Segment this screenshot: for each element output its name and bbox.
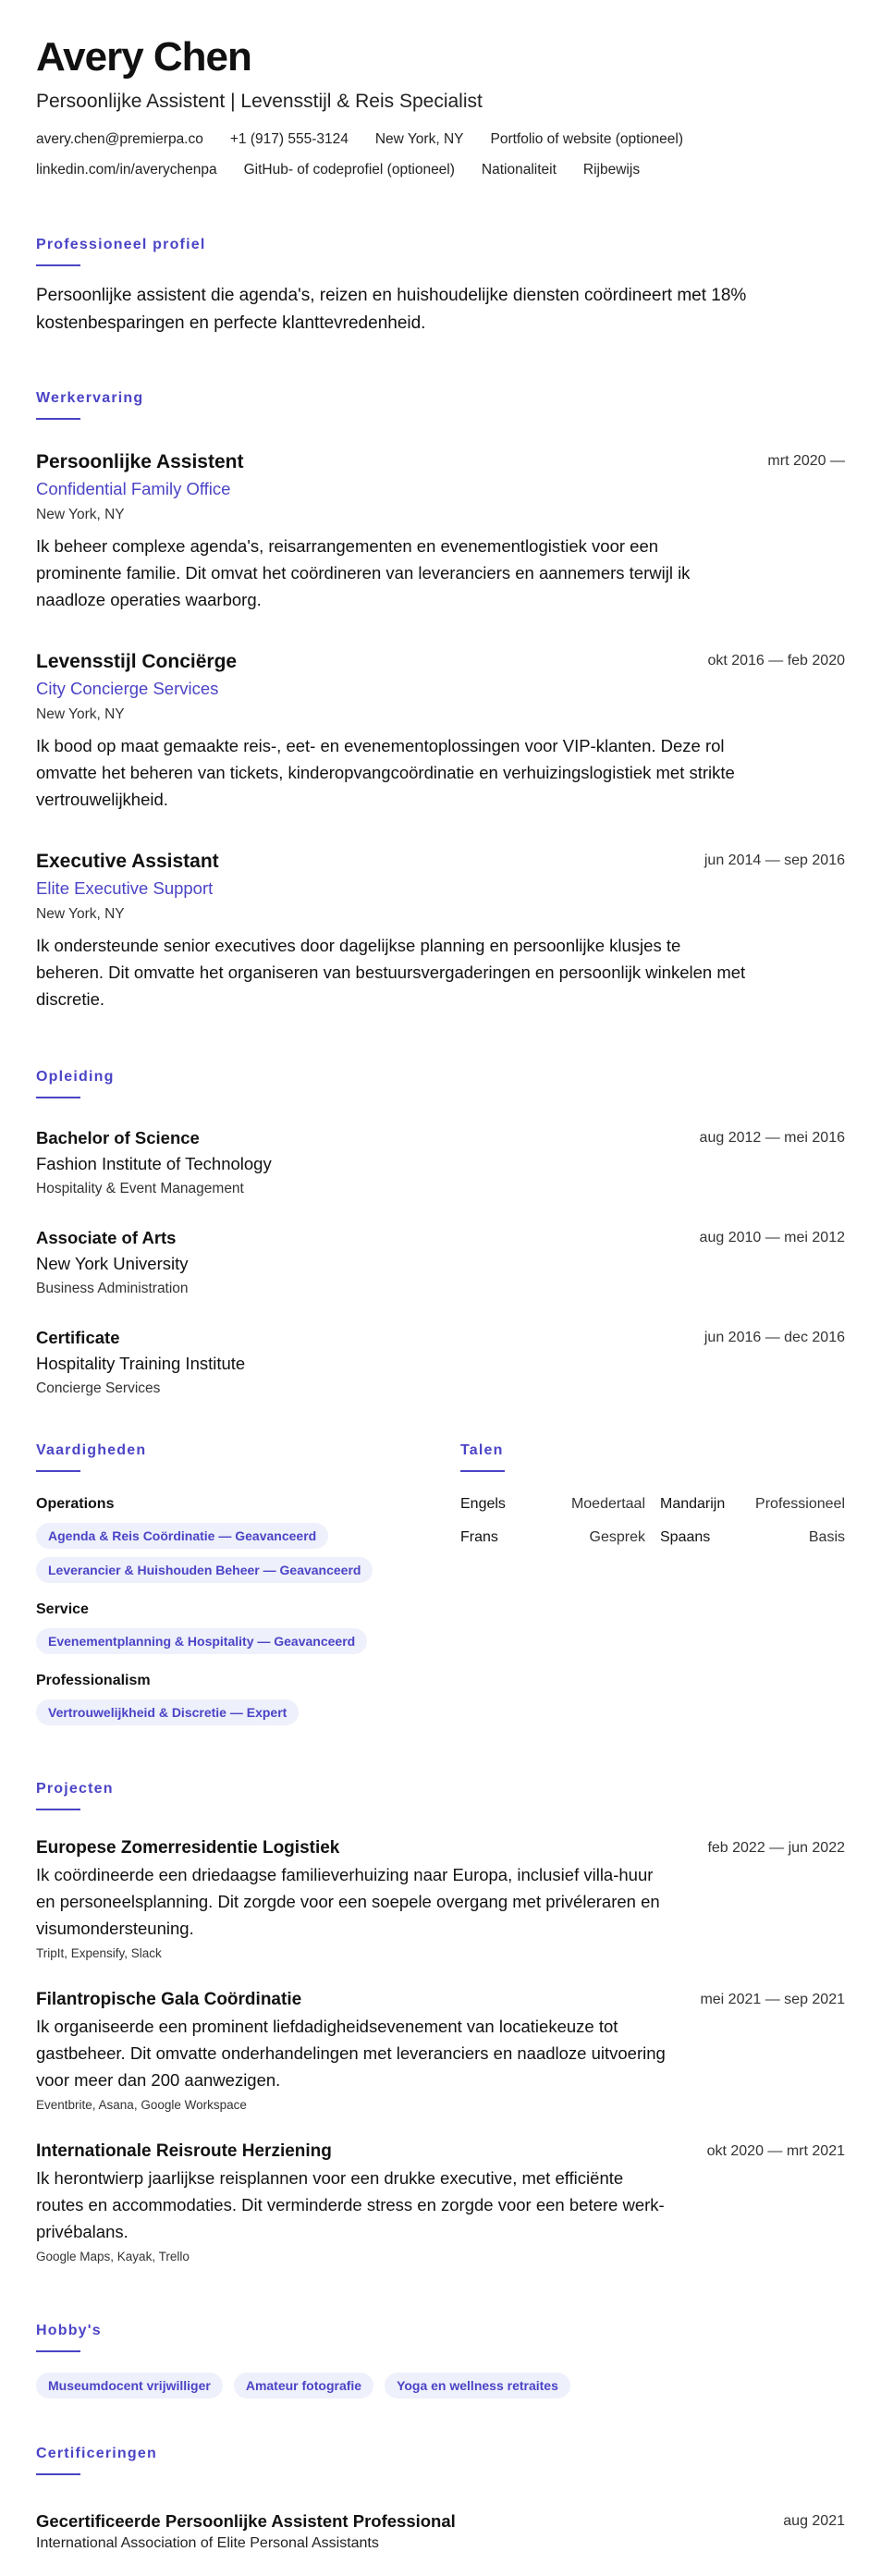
project-tools: TripIt, Expensify, Slack bbox=[36, 1946, 162, 1960]
skill-chip: Agenda & Reis Coördinatie — Geavanceerd bbox=[36, 1523, 328, 1549]
experience-heading: Werkervaring bbox=[36, 390, 144, 406]
job-description: Ik ondersteunde senior executives door dagelijkse planning en persoonlijke klusjes te beheren. Dit omvatte het organiseren van bestuursvergaderingen en persoonlijk winkelen met discretie. bbox=[36, 936, 746, 1009]
skills-languages-section bbox=[36, 1441, 845, 1736]
projects-heading: Projecten bbox=[36, 1781, 114, 1797]
job-entry bbox=[36, 849, 845, 1012]
profile-summary: Persoonlijke assistent die agenda's, reizen en huishoudelijke diensten coördineert met 18% kostenbesparingen en perfecte klanttevredenheid. bbox=[36, 286, 747, 333]
job-company: Confidential Family Office bbox=[36, 479, 231, 498]
job-dates: jun 2014 — sep 2016 bbox=[704, 853, 845, 868]
project-dates: feb 2022 — jun 2022 bbox=[707, 1840, 845, 1856]
project-entry bbox=[36, 2140, 845, 2266]
language-level: Basis bbox=[808, 1529, 845, 1545]
section-rule bbox=[36, 2473, 80, 2475]
edu-degree: Bachelor of Science bbox=[36, 1128, 200, 1147]
skills-column bbox=[36, 1441, 434, 1725]
project-dates: mei 2021 — sep 2021 bbox=[700, 1992, 845, 2007]
project-title: Internationale Reisroute Herziening bbox=[36, 2141, 332, 2161]
experience-section bbox=[36, 388, 845, 420]
section-rule bbox=[36, 418, 80, 420]
language-name: Frans bbox=[460, 1529, 498, 1545]
certification-entry bbox=[36, 2509, 845, 2554]
contact-linkedin[interactable]: linkedin.com/in/averychenpa bbox=[36, 162, 217, 178]
language-item bbox=[660, 1527, 845, 1548]
project-title: Filantropische Gala Coördinatie bbox=[36, 1990, 302, 2009]
section-rule bbox=[36, 2350, 80, 2352]
job-description: Ik bood op maat gemaakte reis-, eet- en evenementoplossingen voor VIP-klanten. Deze rol omvatte het beheren van tickets, kinderopvangcoördinatie en verhuizingslogistiek met strikte vertrouwelijkheid. bbox=[36, 736, 735, 809]
skill-chips bbox=[36, 1515, 434, 1583]
education-entry bbox=[36, 1226, 845, 1299]
language-name: Spaans bbox=[660, 1529, 711, 1545]
skill-category: Operations bbox=[36, 1496, 115, 1512]
job-title: Executive Assistant bbox=[36, 851, 219, 872]
profile-section bbox=[36, 235, 845, 337]
profile-heading: Professioneel profiel bbox=[36, 237, 206, 252]
job-dates: mrt 2020 — bbox=[767, 453, 845, 469]
job-description: Ik beheer complexe agenda's, reisarrangementen en evenementlogistiek voor een prominente familie. Dit omvat het coördineren van leveranciers en aannemers terwijl ik naadloze operaties waarborg. bbox=[36, 536, 691, 609]
candidate-name: Avery Chen bbox=[36, 34, 251, 80]
cert-title: Gecertificeerde Persoonlijke Assistent Professional bbox=[36, 2511, 456, 2531]
contact-phone[interactable]: +1 (917) 555-3124 bbox=[229, 131, 349, 147]
hobbies-section bbox=[36, 2321, 845, 2398]
language-name: Engels bbox=[460, 1496, 506, 1512]
job-dates: okt 2016 — feb 2020 bbox=[707, 653, 845, 669]
section-rule bbox=[460, 1470, 505, 1472]
language-level: Gesprek bbox=[589, 1529, 645, 1545]
project-tools: Eventbrite, Asana, Google Workspace bbox=[36, 2098, 247, 2112]
project-title: Europese Zomerresidentie Logistiek bbox=[36, 1838, 340, 1858]
edu-degree: Certificate bbox=[36, 1328, 120, 1347]
contact-row-2 bbox=[36, 160, 845, 180]
language-item bbox=[660, 1494, 845, 1515]
edu-field: Hospitality & Event Management bbox=[36, 1181, 244, 1196]
projects-section bbox=[36, 1779, 845, 1810]
contact-location: New York, NY bbox=[374, 131, 464, 147]
job-title: Persoonlijke Assistent bbox=[36, 451, 244, 472]
job-entry bbox=[36, 449, 845, 613]
edu-dates: jun 2016 — dec 2016 bbox=[704, 1330, 845, 1345]
section-rule bbox=[36, 1470, 80, 1472]
project-tools: Google Maps, Kayak, Trello bbox=[36, 2250, 190, 2263]
contact-drivers-license: Rijbewijs bbox=[582, 162, 641, 178]
hobbies-heading: Hobby's bbox=[36, 2323, 102, 2338]
section-rule bbox=[36, 1809, 80, 1810]
certifications-heading: Certificeringen bbox=[36, 2446, 157, 2461]
language-item bbox=[460, 1494, 645, 1515]
languages-grid bbox=[460, 1494, 845, 1548]
project-description: Ik coördineerde een driedaagse familieverhuizing naar Europa, inclusief villa-huur en personeelsplanning. Dit zorgde voor een soepele overgang met privéleraren en visumondersteuning. bbox=[36, 1865, 660, 1938]
job-entry bbox=[36, 649, 845, 813]
skills-heading: Vaardigheden bbox=[36, 1442, 147, 1458]
skill-chip: Evenementplanning & Hospitality — Geavanceerd bbox=[36, 1628, 367, 1654]
job-location: New York, NY bbox=[36, 906, 125, 922]
contact-row-1 bbox=[36, 129, 845, 150]
job-location: New York, NY bbox=[36, 706, 125, 722]
education-entry bbox=[36, 1326, 845, 1399]
contact-nationality: Nationaliteit bbox=[481, 162, 557, 178]
edu-field: Concierge Services bbox=[36, 1380, 161, 1396]
cert-issuer: International Association of Elite Personal Assistants bbox=[36, 2535, 379, 2551]
certifications-section bbox=[36, 2444, 845, 2475]
hobby-chips bbox=[36, 2373, 845, 2398]
section-rule bbox=[36, 264, 80, 266]
edu-degree: Associate of Arts bbox=[36, 1228, 177, 1247]
job-location: New York, NY bbox=[36, 507, 125, 522]
edu-field: Business Administration bbox=[36, 1281, 189, 1296]
skill-chip: Leverancier & Huishouden Beheer — Geavanceerd bbox=[36, 1557, 373, 1583]
language-level: Professioneel bbox=[755, 1496, 845, 1512]
language-level: Moedertaal bbox=[570, 1496, 645, 1512]
job-company: Elite Executive Support bbox=[36, 878, 214, 898]
hobby-chip: Yoga en wellness retraites bbox=[385, 2373, 570, 2398]
project-entry bbox=[36, 1988, 845, 2115]
job-title: Levensstijl Conciërge bbox=[36, 651, 238, 672]
skill-category: Professionalism bbox=[36, 1673, 151, 1688]
languages-column bbox=[460, 1441, 845, 1548]
cert-date: aug 2021 bbox=[783, 2513, 845, 2529]
edu-school: Hospitality Training Institute bbox=[36, 1354, 246, 1373]
languages-heading: Talen bbox=[460, 1442, 504, 1458]
education-heading: Opleiding bbox=[36, 1069, 115, 1085]
contact-portfolio[interactable]: Portfolio of website (optioneel) bbox=[490, 131, 684, 147]
skill-chips bbox=[36, 1620, 434, 1654]
contact-email[interactable]: avery.chen@premierpa.co bbox=[36, 131, 203, 147]
project-description: Ik herontwierp jaarlijkse reisplannen voor een drukke executive, met efficiënte routes en accommodaties. Dit verminderde stress en zorgde voor een betere werk-privébalans. bbox=[36, 2168, 665, 2241]
contact-github[interactable]: GitHub- of codeprofiel (optioneel) bbox=[243, 162, 455, 178]
hobby-chip: Amateur fotografie bbox=[234, 2373, 373, 2398]
section-rule bbox=[36, 1097, 80, 1098]
skill-category: Service bbox=[36, 1601, 89, 1617]
language-item bbox=[460, 1527, 645, 1548]
project-description: Ik organiseerde een prominent liefdadigheidsevenement van locatiekeuze tot gastbeheer. Dit omvatte onderhandelingen met leveranciers en naadloze uitvoering voor meer dan 200 aanwezigen. bbox=[36, 2017, 666, 2090]
job-company: City Concierge Services bbox=[36, 679, 219, 698]
edu-school: Fashion Institute of Technology bbox=[36, 1154, 272, 1173]
education-section bbox=[36, 1067, 845, 1098]
candidate-title: Persoonlijke Assistent | Levensstijl & Reis Specialist bbox=[36, 91, 483, 112]
project-dates: okt 2020 — mrt 2021 bbox=[706, 2143, 845, 2159]
hobby-chip: Museumdocent vrijwilliger bbox=[36, 2373, 223, 2398]
skill-chip: Vertrouwelijkheid & Discretie — Expert bbox=[36, 1699, 299, 1725]
skill-chips bbox=[36, 1691, 434, 1725]
edu-dates: aug 2010 — mei 2012 bbox=[699, 1230, 845, 1245]
education-entry bbox=[36, 1126, 845, 1199]
edu-dates: aug 2012 — mei 2016 bbox=[699, 1130, 845, 1146]
language-name: Mandarijn bbox=[660, 1496, 726, 1512]
project-entry bbox=[36, 1836, 845, 1963]
edu-school: New York University bbox=[36, 1254, 189, 1273]
